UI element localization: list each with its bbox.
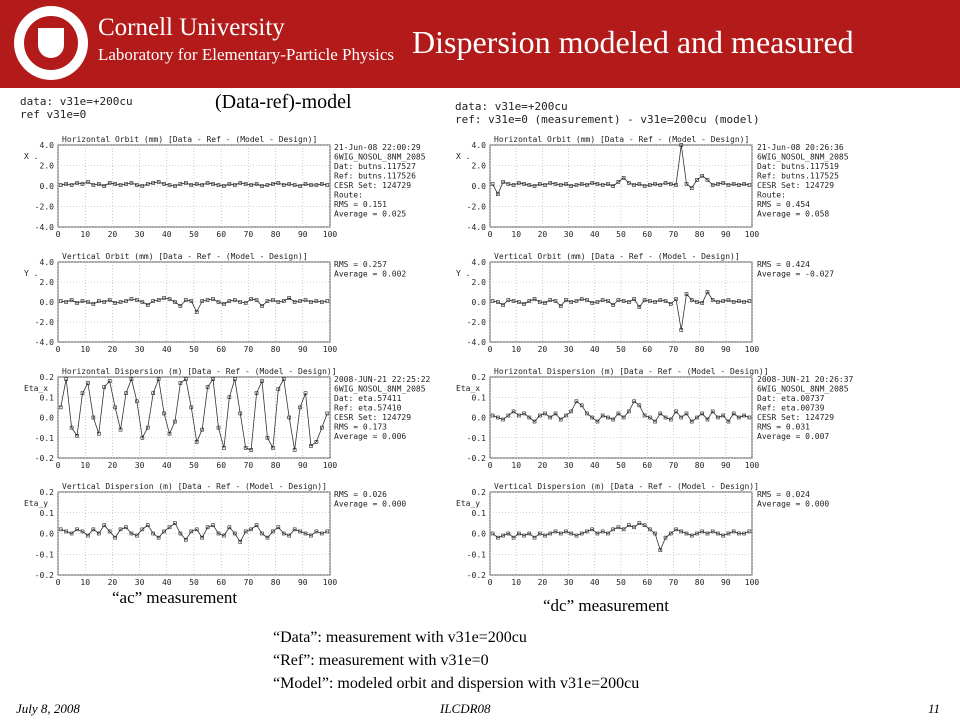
stats-text: Average = 0.002 bbox=[334, 269, 407, 279]
x-tick-label: 80 bbox=[694, 578, 705, 587]
y-tick-label: 0.0 bbox=[39, 298, 54, 307]
left-info-line2: ref v31e=0 bbox=[20, 108, 87, 121]
y-tick-label: 2.0 bbox=[39, 161, 54, 171]
y-tick-label: -0.2 bbox=[466, 454, 486, 463]
stats-text: Ref: eta.57410 bbox=[334, 403, 402, 413]
y-axis-label: Eta_y bbox=[24, 499, 49, 508]
stats-text: RMS = 0.257 bbox=[334, 260, 387, 269]
left-info-line1: data: v31e=+200cu bbox=[20, 95, 133, 108]
footer-center: ILCDR08 bbox=[440, 701, 491, 716]
plot-title: Horizontal Dispersion (m) [Data - Ref - (Model - Design)] bbox=[62, 367, 337, 376]
x-tick-label: 20 bbox=[107, 461, 118, 470]
x-tick-label: 40 bbox=[161, 461, 172, 470]
x-tick-label: 70 bbox=[243, 230, 254, 239]
stats-text: Average = 0.000 bbox=[757, 499, 830, 509]
left-heading: (Data-ref)-model bbox=[215, 91, 352, 113]
x-tick-label: 60 bbox=[216, 461, 227, 470]
y-axis-label: Y . bbox=[24, 269, 39, 278]
x-tick-label: 10 bbox=[511, 230, 522, 239]
x-tick-label: 10 bbox=[80, 461, 91, 470]
x-tick-label: 70 bbox=[668, 578, 679, 587]
plot-title: Vertical Orbit (mm) [Data - Ref - (Model - Design)] bbox=[494, 252, 740, 261]
stats-text: 2008-JUN-21 22:25:22 bbox=[334, 375, 431, 384]
y-tick-label: 0.0 bbox=[471, 182, 486, 191]
x-tick-label: 10 bbox=[511, 578, 522, 587]
y-tick-label: 0.2 bbox=[471, 488, 486, 497]
x-tick-label: 10 bbox=[511, 345, 522, 354]
stats-text: Ref: butns.117526 bbox=[334, 171, 416, 181]
plot-title: Vertical Dispersion (m) [Data - Ref - (Model - Design)] bbox=[494, 482, 759, 491]
y-tick-label: 0.0 bbox=[471, 413, 486, 423]
stats-text: 6WIG_NOSOL_8NM_2085 bbox=[757, 384, 849, 394]
y-tick-label: -2.0 bbox=[466, 202, 486, 212]
y-axis-label: Eta_x bbox=[24, 384, 49, 393]
stats-text: 2008-JUN-21 20:26:37 bbox=[757, 375, 854, 384]
x-tick-label: 80 bbox=[270, 578, 281, 587]
note-ref: “Ref”: measurement with v31e=0 bbox=[273, 652, 489, 669]
x-tick-label: 50 bbox=[616, 345, 626, 354]
x-tick-label: 70 bbox=[668, 461, 679, 470]
y-tick-label: -0.1 bbox=[466, 550, 486, 560]
right-info-line2: ref: v31e=0 (measurement) - v31e=200cu (model) bbox=[455, 113, 760, 126]
y-tick-label: 0.1 bbox=[39, 393, 54, 403]
y-tick-label: -0.1 bbox=[466, 433, 486, 443]
y-tick-label: 4.0 bbox=[471, 258, 486, 267]
x-tick-label: 60 bbox=[642, 578, 653, 587]
x-tick-label: 40 bbox=[589, 345, 600, 354]
stats-text: CESR Set: 124729 bbox=[334, 413, 412, 422]
x-tick-label: 0 bbox=[55, 230, 61, 239]
y-tick-label: -0.2 bbox=[34, 454, 54, 463]
x-tick-label: 60 bbox=[216, 578, 227, 587]
y-tick-label: 0.1 bbox=[471, 508, 486, 518]
x-tick-label: 100 bbox=[744, 578, 760, 587]
y-tick-label: 0.0 bbox=[471, 529, 486, 539]
x-tick-label: 30 bbox=[134, 461, 145, 470]
y-tick-label: 4.0 bbox=[39, 141, 54, 150]
x-tick-label: 90 bbox=[297, 578, 308, 587]
stats-text: Dat: butns.117527 bbox=[334, 162, 416, 171]
y-axis-label: X . bbox=[24, 152, 39, 161]
x-tick-label: 70 bbox=[668, 345, 679, 354]
x-tick-label: 80 bbox=[694, 461, 705, 470]
x-tick-label: 40 bbox=[589, 461, 600, 470]
left-caption: “ac” measurement bbox=[112, 588, 238, 607]
x-tick-label: 60 bbox=[642, 345, 653, 354]
plot-title: Horizontal Orbit (mm) [Data - Ref - (Model - Design)] bbox=[62, 135, 318, 144]
y-axis-label: X . bbox=[456, 152, 471, 161]
x-tick-label: 100 bbox=[322, 578, 338, 587]
y-tick-label: 0.1 bbox=[39, 508, 54, 518]
x-tick-label: 90 bbox=[720, 230, 731, 239]
y-tick-label: 0.0 bbox=[471, 298, 486, 307]
stats-text: RMS = 0.024 bbox=[757, 490, 810, 499]
x-tick-label: 20 bbox=[107, 230, 118, 239]
y-tick-label: 4.0 bbox=[471, 141, 486, 150]
x-tick-label: 0 bbox=[487, 461, 493, 470]
x-tick-label: 20 bbox=[107, 345, 118, 354]
y-tick-label: 0.0 bbox=[39, 413, 54, 423]
y-axis-label: Y . bbox=[456, 269, 471, 278]
stats-text: 6WIG_NOSOL_8NM_2085 bbox=[334, 384, 426, 394]
y-tick-label: -4.0 bbox=[34, 223, 54, 232]
footer-date: July 8, 2008 bbox=[16, 701, 80, 716]
x-tick-label: 10 bbox=[80, 345, 91, 354]
x-tick-label: 60 bbox=[642, 230, 653, 239]
stats-text: 6WIG_NOSOL_8NM_2085 bbox=[334, 152, 426, 162]
stats-text: RMS = 0.031 bbox=[757, 422, 810, 432]
stats-text: Ref: eta.00739 bbox=[757, 403, 825, 413]
x-tick-label: 70 bbox=[243, 578, 254, 587]
stats-text: RMS = 0.026 bbox=[334, 490, 387, 499]
x-tick-label: 60 bbox=[642, 461, 653, 470]
x-tick-label: 50 bbox=[189, 461, 199, 470]
x-tick-label: 90 bbox=[297, 461, 308, 470]
stats-text: CESR Set: 124729 bbox=[757, 413, 835, 422]
x-tick-label: 50 bbox=[616, 461, 626, 470]
x-tick-label: 40 bbox=[161, 345, 172, 354]
stats-text: CESR Set: 124729 bbox=[334, 181, 412, 190]
right-caption: “dc” measurement bbox=[543, 596, 670, 615]
x-tick-label: 0 bbox=[55, 461, 61, 470]
x-tick-label: 100 bbox=[322, 230, 338, 239]
x-tick-label: 40 bbox=[589, 578, 600, 587]
y-tick-label: -2.0 bbox=[466, 318, 486, 327]
x-tick-label: 30 bbox=[563, 578, 574, 587]
y-tick-label: -4.0 bbox=[466, 223, 486, 232]
plot-title: Horizontal Orbit (mm) [Data - Ref - (Model - Design)] bbox=[494, 135, 750, 144]
y-tick-label: 4.0 bbox=[39, 258, 54, 267]
stats-text: Average = 0.007 bbox=[757, 432, 830, 441]
x-tick-label: 0 bbox=[487, 578, 493, 587]
x-tick-label: 20 bbox=[537, 345, 548, 354]
x-tick-label: 90 bbox=[297, 345, 308, 354]
stats-text: 21-Jun-08 22:00:29 bbox=[334, 143, 421, 152]
x-tick-label: 30 bbox=[563, 345, 574, 354]
right-info-line1: data: v31e=+200cu bbox=[455, 100, 568, 113]
stats-text: Average = 0.058 bbox=[757, 209, 830, 219]
y-tick-label: 0.2 bbox=[471, 373, 486, 382]
x-tick-label: 80 bbox=[270, 461, 281, 470]
x-tick-label: 70 bbox=[243, 461, 254, 470]
stats-text: RMS = 0.454 bbox=[757, 200, 810, 209]
x-tick-label: 80 bbox=[270, 345, 281, 354]
lab-name: Laboratory for Elementary-Particle Physics bbox=[98, 45, 394, 64]
x-tick-label: 60 bbox=[216, 230, 227, 239]
x-tick-label: 40 bbox=[161, 230, 172, 239]
x-tick-label: 80 bbox=[694, 345, 705, 354]
x-tick-label: 100 bbox=[744, 230, 760, 239]
stats-text: RMS = 0.173 bbox=[334, 422, 387, 432]
x-tick-label: 10 bbox=[80, 230, 91, 239]
y-axis-label: Eta_x bbox=[456, 384, 481, 393]
x-tick-label: 30 bbox=[563, 461, 574, 470]
x-tick-label: 80 bbox=[270, 230, 281, 239]
x-tick-label: 10 bbox=[511, 461, 522, 470]
x-tick-label: 0 bbox=[487, 345, 493, 354]
stats-text: Ref: butns.117525 bbox=[757, 171, 839, 181]
x-tick-label: 20 bbox=[537, 230, 548, 239]
y-tick-label: -4.0 bbox=[466, 338, 486, 347]
x-tick-label: 50 bbox=[189, 345, 199, 354]
x-tick-label: 0 bbox=[55, 345, 61, 354]
note-model: “Model”: modeled orbit and dispersion with v31e=200cu bbox=[273, 675, 640, 692]
y-tick-label: 2.0 bbox=[471, 161, 486, 171]
slide-title: Dispersion modeled and measured bbox=[412, 24, 854, 60]
university-name: Cornell University bbox=[98, 14, 285, 41]
y-tick-label: -2.0 bbox=[34, 318, 54, 327]
x-tick-label: 50 bbox=[616, 230, 626, 239]
y-tick-label: -2.0 bbox=[34, 202, 54, 212]
stats-text: Route: bbox=[757, 190, 786, 200]
x-tick-label: 20 bbox=[537, 461, 548, 470]
x-tick-label: 100 bbox=[744, 345, 760, 354]
plot-title: Vertical Orbit (mm) [Data - Ref - (Model - Design)] bbox=[62, 252, 308, 261]
x-tick-label: 20 bbox=[537, 578, 548, 587]
stats-text: Dat: eta.57411 bbox=[334, 394, 402, 403]
data-series-line bbox=[61, 182, 328, 186]
x-tick-label: 30 bbox=[563, 230, 574, 239]
stats-text: Average = 0.025 bbox=[334, 209, 407, 219]
x-tick-label: 50 bbox=[189, 230, 199, 239]
x-tick-label: 20 bbox=[107, 578, 118, 587]
x-tick-label: 90 bbox=[297, 230, 308, 239]
x-tick-label: 70 bbox=[668, 230, 679, 239]
x-tick-label: 10 bbox=[80, 578, 91, 587]
x-tick-label: 90 bbox=[720, 578, 731, 587]
stats-text: Average = -0.027 bbox=[757, 269, 835, 279]
y-tick-label: 2.0 bbox=[39, 278, 54, 287]
stats-text: 21-Jun-08 20:26:36 bbox=[757, 143, 844, 152]
x-tick-label: 40 bbox=[589, 230, 600, 239]
x-tick-label: 30 bbox=[134, 578, 145, 587]
stats-text: RMS = 0.424 bbox=[757, 260, 810, 269]
x-tick-label: 90 bbox=[720, 461, 731, 470]
y-tick-label: 0.0 bbox=[39, 529, 54, 539]
y-tick-label: -0.1 bbox=[34, 433, 54, 443]
x-tick-label: 80 bbox=[694, 230, 705, 239]
x-tick-label: 0 bbox=[487, 230, 493, 239]
plot-title: Horizontal Dispersion (m) [Data - Ref - (Model - Design)] bbox=[494, 367, 769, 376]
y-tick-label: 0.2 bbox=[39, 488, 54, 497]
x-tick-label: 30 bbox=[134, 345, 145, 354]
y-tick-label: 0.0 bbox=[39, 182, 54, 191]
x-tick-label: 100 bbox=[322, 345, 338, 354]
x-tick-label: 30 bbox=[134, 230, 145, 239]
y-axis-label: Eta_y bbox=[456, 499, 481, 508]
y-tick-label: -0.1 bbox=[34, 550, 54, 560]
x-tick-label: 70 bbox=[243, 345, 254, 354]
x-tick-label: 50 bbox=[189, 578, 199, 587]
y-tick-label: -0.2 bbox=[466, 571, 486, 580]
stats-text: CESR Set: 124729 bbox=[757, 181, 835, 190]
y-tick-label: 0.2 bbox=[39, 373, 54, 382]
stats-text: Average = 0.006 bbox=[334, 432, 407, 441]
footer-page: 11 bbox=[928, 701, 941, 716]
y-tick-label: 2.0 bbox=[471, 278, 486, 287]
x-tick-label: 60 bbox=[216, 345, 227, 354]
x-tick-label: 40 bbox=[161, 578, 172, 587]
x-tick-label: 90 bbox=[720, 345, 731, 354]
stats-text: Dat: eta.00737 bbox=[757, 394, 825, 403]
x-tick-label: 0 bbox=[55, 578, 61, 587]
stats-text: Average = 0.000 bbox=[334, 499, 407, 509]
plot-title: Vertical Dispersion (m) [Data - Ref - (Model - Design)] bbox=[62, 482, 327, 491]
y-tick-label: -4.0 bbox=[34, 338, 54, 347]
stats-text: Route: bbox=[334, 190, 363, 200]
x-tick-label: 100 bbox=[744, 461, 760, 470]
x-tick-label: 50 bbox=[616, 578, 626, 587]
note-data: “Data”: measurement with v31e=200cu bbox=[273, 629, 527, 646]
stats-text: RMS = 0.151 bbox=[334, 200, 387, 209]
stats-text: 6WIG_NOSOL_8NM_2085 bbox=[757, 152, 849, 162]
y-tick-label: -0.2 bbox=[34, 571, 54, 580]
x-tick-label: 100 bbox=[322, 461, 338, 470]
stats-text: Dat: butns.117519 bbox=[757, 162, 839, 171]
y-tick-label: 0.1 bbox=[471, 393, 486, 403]
